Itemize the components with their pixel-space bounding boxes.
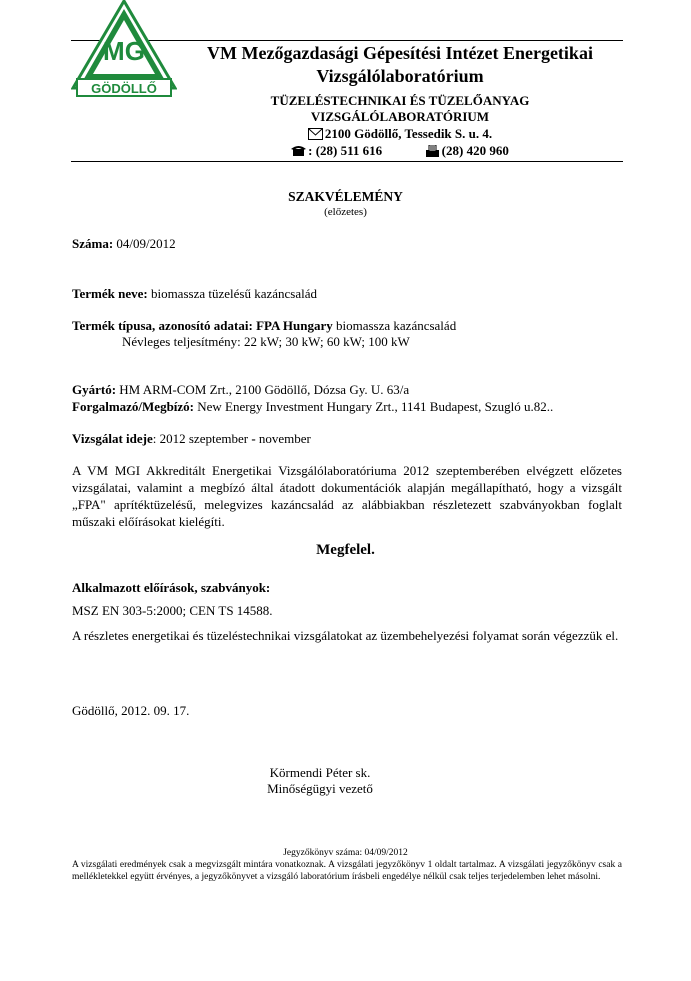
test-period-dash: - [251,431,256,446]
contact-line [180,142,620,159]
lab-name-line2: VIZSGÁLÓLABORATÓRIUM [310,109,490,124]
fax: (28) 420 960 [441,143,509,158]
product-type-brand: FPA Hungary [252,318,333,333]
distributor [72,399,622,415]
number-value: 04/09/2012 [113,236,176,251]
header-bottom-rule [71,161,623,162]
address-line [180,125,620,142]
findings-paragraph: A VM MGI Akkreditált Energetikai Vizsgálólaboratóriuma 2012 szeptemberében elvégzett előzetes vizsgálatai, valamint a megbízó által átadott dokumentációk alapján megállapítható, hogy a vizsgált „FPA" aprítéktüzelésű, melegvizes kazáncsalád az alábbiakban részletezett szabványokban foglalt műszaki előírásokat kielégíti. [72,463,622,529]
logo-text: GÖDÖLLŐ [91,81,157,96]
product-name [72,286,622,302]
document-number [72,236,622,252]
phone-icon [291,145,306,157]
distributor-label: Forgalmazó/Megbízó: [72,399,195,414]
signer-name: Körmendi Péter sk. [269,765,371,780]
test-period [72,431,622,447]
document-subtitle: (előzetes) [324,206,367,218]
fax-icon [425,145,440,157]
product-name-value: biomassza tüzelésű kazáncsalád [147,286,317,301]
test-period-start: : 2012 szeptember [152,431,252,446]
nominal-power: Névleges teljesítmény: 22 kW; 30 kW; 60 kW; 100 kW [122,334,410,349]
address: 2100 Gödöllő, Tessedik S. u. 4. [324,126,493,141]
signer-title: Minőségügyi vezető [267,781,373,796]
test-period-end: november [255,431,311,446]
test-period-label: Vizsgálat ideje [72,431,153,446]
institute-name-line2: Vizsgálólaboratórium [316,66,484,86]
svg-text:MG: MG [103,36,145,66]
manufacturer-value: HM ARM-COM Zrt., 2100 Gödöllő, Dózsa Gy. U. 63/a [116,382,410,397]
place-date: Gödöllő, 2012. 09. 17. [72,703,190,718]
standards-label: Alkalmazott előírások, szabványok: [72,580,271,595]
verdict: Megfelel. [316,542,375,558]
institute-name-line1: VM Mezőgazdasági Gépesítési Intézet Energetikai [207,43,593,63]
manufacturer-label: Gyártó: [72,382,117,397]
product-type-label: Termék típusa, azonosító adatai: [72,318,253,333]
document-title: SZAKVÉLEMÉNY [288,189,403,204]
standards-value: MSZ EN 303-5:2000; CEN TS 14588. [72,603,273,618]
mail-icon [308,128,323,140]
distributor-value: New Energy Investment Hungary Zrt., 1141 Budapest, Szugló u.82.. [194,399,554,414]
product-name-label: Termék neve: [72,286,148,301]
report-number: Jegyzőkönyv száma: 04/09/2012 [283,848,408,858]
disclaimer: A vizsgálati eredmények csak a megvizsgált mintára vonatkoznak. A vizsgálati jegyzőkönyv 1 oldalt tartalmaz. A vizsgálati jegyzőkönyv csak a mellékletekkel együtt érvényes, a jegyzőkönyvet a vizsgáló laboratórium írásbeli engedélye nélkül csak teljes terjedelemben lehet másolni. [72,860,622,882]
product-type-value: biomassza kazáncsalád [332,318,457,333]
testing-note: A részletes energetikai és tüzeléstechnikai vizsgálatokat az üzembehelyezési folyamat során végezzük el. [72,628,619,643]
product-type [72,318,622,334]
institute-logo [71,0,177,99]
lab-name-line1: TÜZELÉSTECHNIKAI ÉS TÜZELŐANYAG [270,93,530,108]
manufacturer [72,382,622,398]
phone: : (28) 511 616 [308,143,383,158]
number-label: Száma: [72,236,114,251]
